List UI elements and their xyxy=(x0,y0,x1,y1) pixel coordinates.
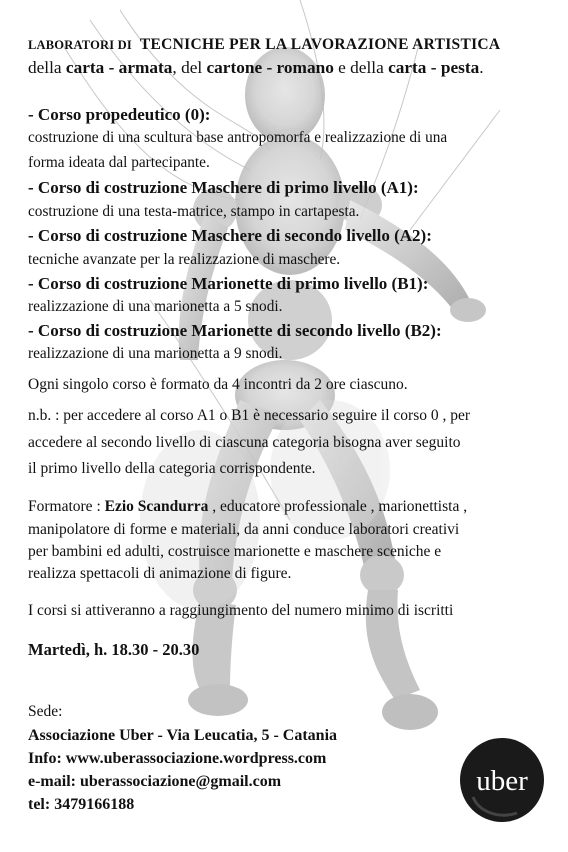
formatore-text: , educatore professionale , marionettista , xyxy=(208,498,468,515)
phone-number: tel: 3479166188 xyxy=(28,796,135,813)
course-format-note: Ogni singolo corso è formato da 4 incontri da 2 ore ciascuno. xyxy=(28,376,408,393)
course-title: - Corso di costruzione Marionette di secondo livello (B2): xyxy=(28,321,442,340)
header-prefix: LABORATORI DI xyxy=(28,38,132,52)
address: Associazione Uber - Via Leucatia, 5 - Catania xyxy=(28,727,338,744)
course-description: costruzione di una scultura base antropomorfa e realizzazione di una xyxy=(28,129,448,146)
course-description: costruzione di una testa-matrice, stampo in cartapesta. xyxy=(28,203,360,220)
formatore-label: Formatore : xyxy=(28,498,105,515)
formatore-text: realizza spettacoli di animazione di figure. xyxy=(28,565,292,582)
formatore-name: Ezio Scandurra xyxy=(104,498,209,515)
schedule: Martedì, h. 18.30 - 20.30 xyxy=(28,640,200,659)
subtitle-text: , del xyxy=(172,58,207,77)
nb-note: accedere al secondo livello di ciascuna categoria bisogna aver seguito xyxy=(28,434,461,451)
course-description: realizzazione di una marionetta a 5 snodi. xyxy=(28,298,283,315)
formatore-line xyxy=(28,498,467,516)
sede-label: Sede: xyxy=(28,703,63,720)
header-title: TECNICHE PER LA LAVORAZIONE ARTISTICA xyxy=(139,36,501,53)
subtitle-text: della xyxy=(28,58,66,77)
header-subtitle xyxy=(28,58,484,78)
uber-logo xyxy=(459,737,545,823)
logo-text: uber xyxy=(476,765,528,797)
email-link[interactable]: e-mail: uberassociazione@gmail.com xyxy=(28,773,282,790)
formatore-text: per bambini ed adulti, costruisce marionette e maschere sceniche e xyxy=(28,543,442,560)
subtitle-text: . xyxy=(479,58,484,77)
formatore-text: manipolatore di forme e materiali, da anni conduce laboratori creativi xyxy=(28,521,460,538)
course-description: realizzazione di una marionetta a 9 snodi. xyxy=(28,345,283,362)
course-title: - Corso di costruzione Marionette di primo livello (B1): xyxy=(28,274,429,293)
info-website-link[interactable]: Info: www.uberassociazione.wordpress.com xyxy=(28,750,327,767)
nb-note: n.b. : per accedere al corso A1 o B1 è necessario seguire il corso 0 , per xyxy=(28,407,471,424)
course-title: - Corso propedeutico (0): xyxy=(28,105,211,124)
course-title: - Corso di costruzione Maschere di primo livello (A1): xyxy=(28,178,419,197)
header-title-line xyxy=(28,36,500,54)
subtitle-cartone-romano: cartone - romano xyxy=(206,58,334,77)
activation-note: I corsi si attiveranno a raggiungimento del numero minimo di iscritti xyxy=(28,602,454,619)
course-title: - Corso di costruzione Maschere di secondo livello (A2): xyxy=(28,226,432,245)
subtitle-text: e della xyxy=(333,58,389,77)
course-description: forma ideata dal partecipante. xyxy=(28,154,210,171)
subtitle-carta-armata: carta - armata xyxy=(65,58,173,77)
nb-note: il primo livello della categoria corrispondente. xyxy=(28,460,316,477)
course-description: tecniche avanzate per la realizzazione di maschere. xyxy=(28,251,341,268)
subtitle-carta-pesta: carta - pesta xyxy=(388,58,480,77)
